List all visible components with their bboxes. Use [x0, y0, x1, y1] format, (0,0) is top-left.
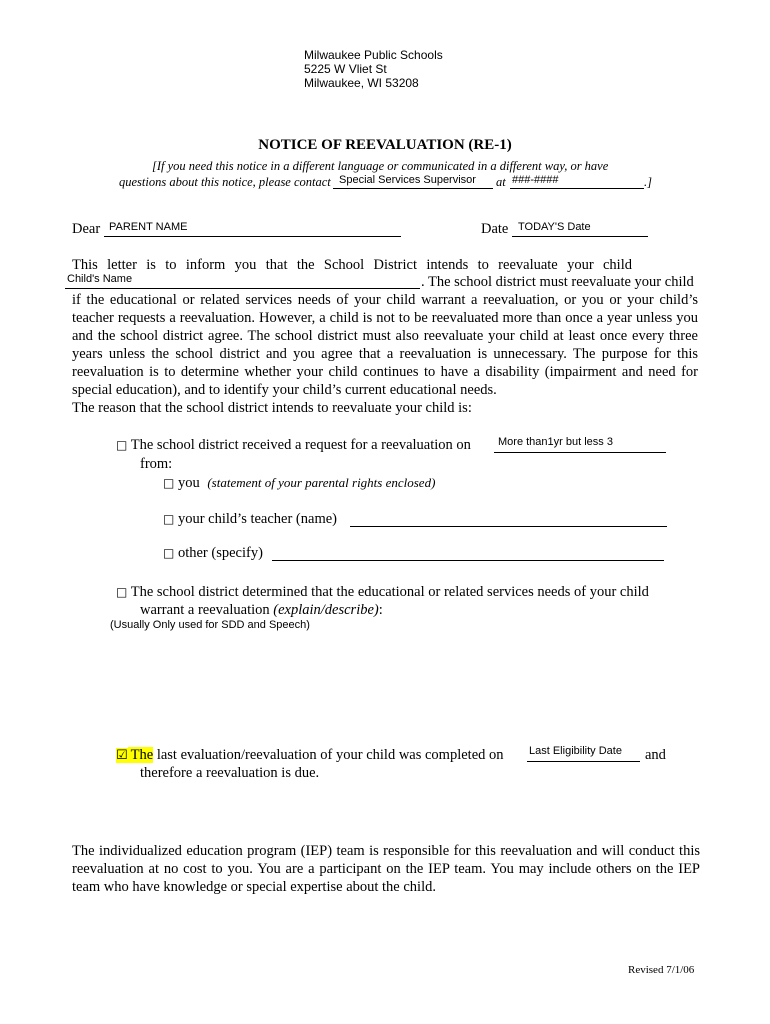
intro-body: if the educational or related services needs of your child warrant a reevaluation, or you or your child’s teacher requests a reevaluation. However, a child is not to be reevaluated more than once a year unless you and the school district agree. The school district must also reevaluate your child at least once every three years unless the school district and you agree that a reevaluation is unnecessary. The purpose for this reevaluation is to determine whether your child continues to have a disability (impairment and need for special education), and to identify your child’s current educational needs. [72, 292, 698, 398]
last-eval-checkbox[interactable]: ☑ [116, 748, 128, 763]
date-field[interactable] [512, 221, 648, 237]
teacher-option [163, 510, 337, 528]
determined-hint: (Usually Only used for SDD and Speech) [110, 619, 310, 631]
phone-value: ###-#### [512, 174, 559, 186]
last-eval-highlight: The [128, 747, 154, 763]
subtitle-line2 [119, 175, 331, 190]
other-option [163, 544, 263, 562]
request-option [116, 436, 471, 454]
other-label: other (specify) [177, 545, 263, 561]
request-text: The school district received a request for a reevaluation on [130, 437, 471, 453]
date-label: Date [481, 221, 509, 237]
you-note: (statement of your parental rights enclosed) [207, 475, 436, 490]
request-from: from: [140, 456, 173, 472]
contact-field[interactable] [333, 174, 493, 189]
page-title: NOTICE OF REEVALUATION (RE-1) [258, 137, 512, 153]
request-date-field[interactable] [494, 436, 666, 453]
date-value: TODAY'S Date [518, 221, 591, 233]
determined-line1: The school district determined that the educational or related services needs of your child [130, 584, 649, 600]
last-eval-text: last evaluation/reevaluation of your child was completed on [156, 747, 504, 763]
you-option [163, 474, 435, 492]
subtitle-close: .] [644, 175, 652, 189]
intro-line1: This letter is to inform you that the School District intends to reevaluate your child [72, 257, 632, 273]
subtitle-line1: [If you need this notice in a different language or communicated in a different way, or have [152, 159, 609, 173]
determined-note: (explain/describe) [273, 602, 379, 618]
last-eval-date-field[interactable] [527, 745, 640, 762]
last-eval-and: and [645, 747, 666, 763]
you-checkbox[interactable]: □ [163, 476, 175, 490]
determined-line2 [140, 601, 383, 619]
request-date-value: More than1yr but less 3 [498, 436, 613, 448]
last-eval-date-value: Last Eligibility Date [529, 745, 622, 757]
you-label: you [177, 475, 200, 491]
contact-value: Special Services Supervisor [339, 174, 476, 186]
last-eval-line2: therefore a reevaluation is due. [140, 765, 320, 781]
intro-line2-rest: . The school district must reevaluate your child [421, 274, 694, 290]
parent-name-field[interactable] [104, 221, 401, 237]
other-specify-field[interactable] [272, 544, 664, 561]
last-eval-option [116, 746, 504, 765]
city-state-zip: Milwaukee, WI 53208 [304, 76, 419, 90]
child-name-value: Child's Name [67, 273, 133, 285]
other-checkbox[interactable]: □ [163, 546, 175, 560]
dear-label: Dear [72, 221, 101, 237]
intro-last: The reason that the school district intends to reevaluate your child is: [72, 400, 472, 416]
closing-paragraph: The individualized education program (IEP) team is responsible for this reevaluation and will conduct this reevaluation at no cost to you. You are a participant on the IEP team. You may include others on the IEP team who have knowledge or special expertise about the child. [72, 843, 700, 895]
teacher-label: your child’s teacher (name) [177, 511, 337, 527]
org-name: Milwaukee Public Schools [304, 48, 443, 62]
determined-checkbox[interactable]: □ [116, 585, 128, 599]
determined-text: warrant a reevaluation [140, 602, 270, 618]
parent-name-value: PARENT NAME [109, 221, 188, 233]
teacher-checkbox[interactable]: □ [163, 512, 175, 526]
request-checkbox[interactable]: □ [116, 438, 128, 452]
at-label: at [496, 175, 506, 189]
child-name-field[interactable] [65, 273, 420, 289]
determined-option [116, 583, 649, 601]
determined-colon: : [378, 602, 383, 618]
subtitle-contact-prefix: questions about this notice, please contact [119, 175, 331, 189]
teacher-name-field[interactable] [350, 510, 667, 527]
phone-field[interactable] [510, 174, 644, 189]
street-address: 5225 W Vliet St [304, 62, 387, 76]
school-address [304, 48, 443, 90]
revision-note: Revised 7/1/06 [628, 964, 695, 976]
